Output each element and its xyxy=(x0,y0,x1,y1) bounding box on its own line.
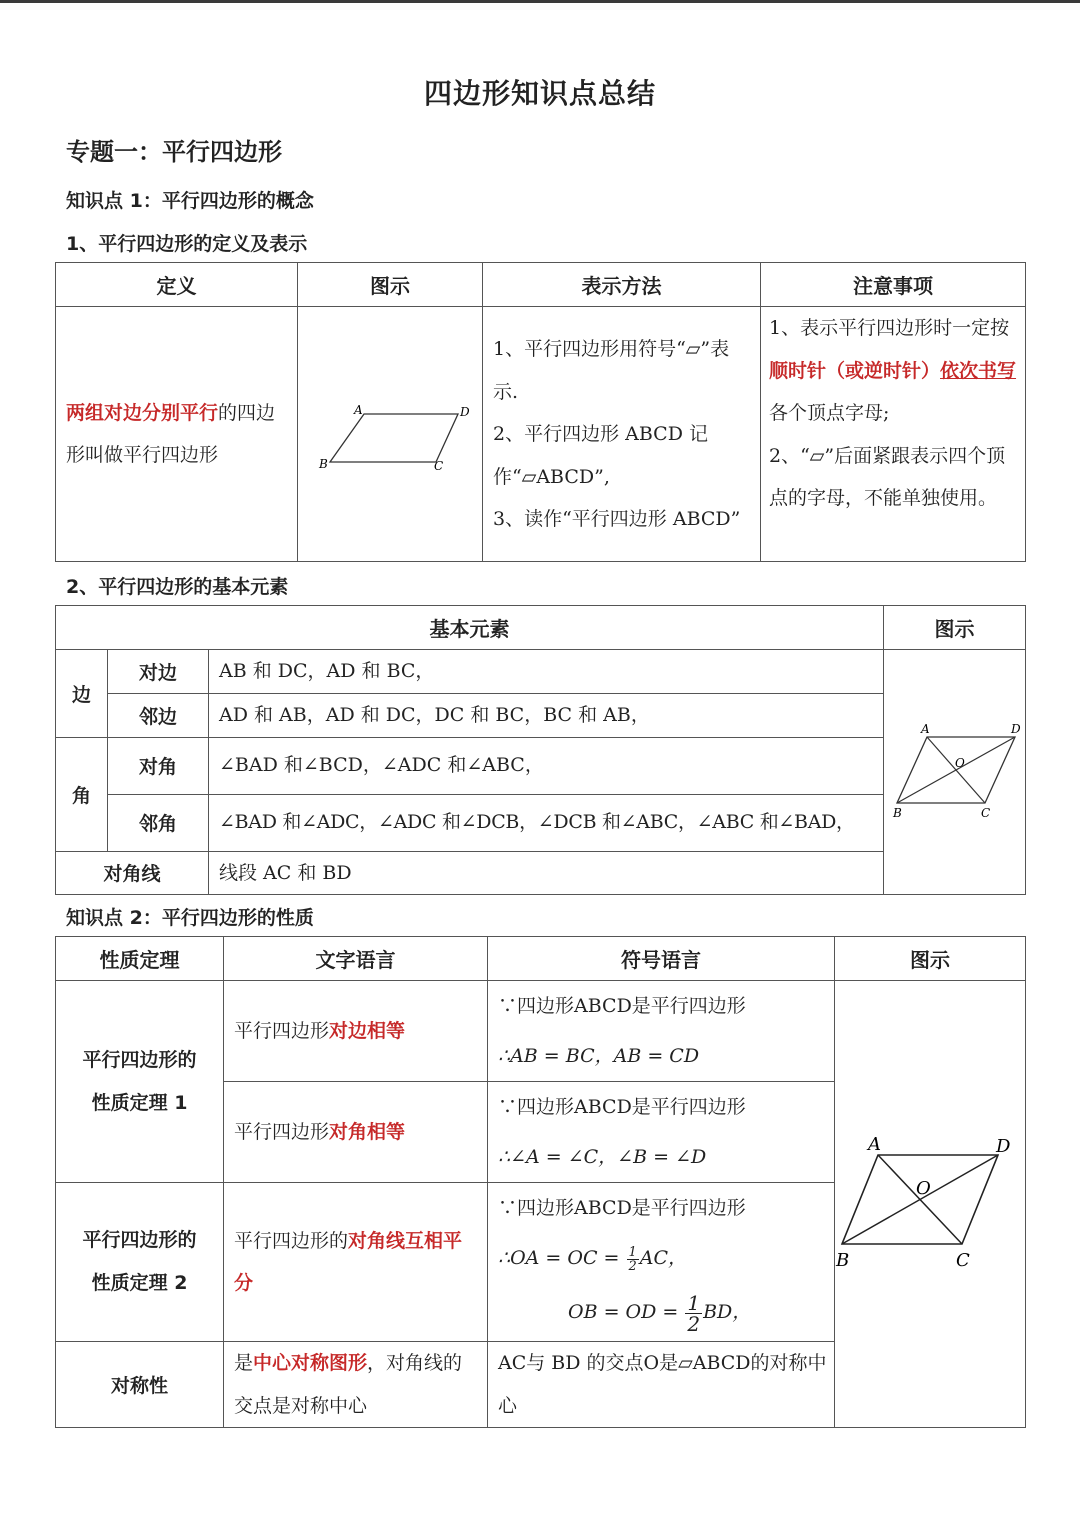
property-1-symbols xyxy=(488,981,835,1082)
theorem-2-line-1: 平行四边形的 xyxy=(82,1229,197,1251)
vertex-label-d-3: D xyxy=(995,1136,1010,1157)
figure-cell-2 xyxy=(884,650,1026,895)
property-3-conclusion-a-start: ∴OA = OC = xyxy=(498,1247,620,1269)
note-1-highlight-2: 依次书写 xyxy=(940,359,1017,382)
definition-highlight: 两组对边分别平行 xyxy=(66,401,219,424)
row-label-opposite-sides: 对边 xyxy=(108,650,209,694)
vertex-label-b-2: B xyxy=(892,806,902,820)
theorem-1-label xyxy=(56,981,224,1183)
fraction-half-small xyxy=(627,1246,639,1273)
page-title: 四边形知识点总结 xyxy=(423,77,656,110)
header-text-language: 文字语言 xyxy=(224,937,488,981)
property-1-highlight: 对边相等 xyxy=(329,1019,406,1042)
notation-line-2: 2、平行四边形 ABCD 记作“▱ABCD”, xyxy=(493,423,708,488)
header-figure: 图示 xyxy=(298,263,483,307)
theorem-2-label xyxy=(56,1183,224,1342)
notation-line-1: 1、平行四边形用符号“▱”表示. xyxy=(493,338,730,403)
theorem-2-line-2: 性质定理 2 xyxy=(91,1272,188,1294)
row-value-opposite-angles: ∠BAD 和∠BCD，∠ADC 和∠ABC， xyxy=(209,737,884,794)
elements-table xyxy=(55,605,1026,895)
center-label-o-3: O xyxy=(915,1178,931,1199)
group-angle: 角 xyxy=(56,737,108,851)
header-notes: 注意事项 xyxy=(761,263,1026,307)
top-rule xyxy=(0,0,1080,3)
definition-rest: 的四边形叫做平行四边形 xyxy=(66,401,276,466)
definition-cell xyxy=(56,307,298,562)
group-side: 边 xyxy=(56,650,108,738)
parallelogram-shape xyxy=(330,414,458,462)
property-3-text-start: 平行四边形的 xyxy=(234,1229,349,1252)
header-symbol-language: 符号语言 xyxy=(488,937,835,981)
note-1-start: 1、表示平行四边形时一定按 xyxy=(769,317,1010,339)
row-value-opposite-sides: AB 和 DC，AD 和 BC， xyxy=(209,650,884,694)
vertex-label-b: B xyxy=(319,457,328,471)
diagonal-bd-3 xyxy=(842,1155,998,1244)
property-1-conclusion: ∴AB = BC，AB = CD xyxy=(498,1045,700,1067)
notes-cell xyxy=(761,307,1026,562)
property-3-given: ∵四边形ABCD是平行四边形 xyxy=(498,1197,746,1219)
property-3-conclusion-b-start: OB = OD = xyxy=(568,1301,679,1323)
header-elements: 基本元素 xyxy=(56,606,884,650)
header-figure-3: 图示 xyxy=(835,937,1026,981)
property-3-text xyxy=(224,1183,488,1342)
header-definition: 定义 xyxy=(56,263,298,307)
symmetry-label: 对称性 xyxy=(56,1342,224,1428)
property-2-text xyxy=(224,1082,488,1183)
property-1-text-start: 平行四边形 xyxy=(234,1019,330,1042)
diagonal-bd xyxy=(897,737,1015,803)
vertex-label-c-3: C xyxy=(955,1250,970,1271)
symmetry-text xyxy=(224,1342,488,1428)
vertex-label-c: C xyxy=(434,459,444,473)
property-3-symbols xyxy=(488,1183,835,1342)
topic-heading: 专题一：平行四边形 xyxy=(66,138,282,166)
property-3-conclusion-a xyxy=(488,1233,834,1283)
row-label-adjacent-angles: 邻角 xyxy=(108,794,209,851)
vertex-label-a-3: A xyxy=(867,1134,881,1155)
row-value-adjacent-angles: ∠BAD 和∠ADC，∠ADC 和∠DCB，∠DCB 和∠ABC，∠ABC 和∠BAD， xyxy=(209,794,884,851)
point2-heading: 知识点 2：平行四边形的性质 xyxy=(66,907,314,929)
row-label-diagonals: 对角线 xyxy=(56,851,209,895)
property-2-conclusion: ∴∠A = ∠C，∠B = ∠D xyxy=(498,1146,707,1168)
fraction-numerator-small: 1 xyxy=(628,1244,637,1260)
vertex-label-c-2: C xyxy=(980,806,990,820)
note-1-end: 各个顶点字母; xyxy=(769,402,890,424)
fraction-half-large xyxy=(685,1290,702,1336)
property-2-highlight: 对角相等 xyxy=(329,1120,406,1143)
property-2-given: ∵四边形ABCD是平行四边形 xyxy=(498,1096,746,1118)
definition-table xyxy=(55,262,1026,562)
theorem-1-line-1: 平行四边形的 xyxy=(82,1048,197,1071)
vertex-label-a: A xyxy=(354,403,363,417)
vertex-label-d: D xyxy=(460,405,470,419)
fraction-denominator-small: 2 xyxy=(628,1258,637,1274)
figure-cell-3 xyxy=(835,981,1026,1428)
vertex-label-b-3: B xyxy=(835,1250,849,1271)
property-1-text xyxy=(224,981,488,1082)
symmetry-highlight: 中心对称图形 xyxy=(253,1352,368,1374)
point1-heading: 知识点 1：平行四边形的概念 xyxy=(66,190,314,212)
property-3-conclusion-b xyxy=(488,1283,834,1341)
properties-table xyxy=(55,936,1026,1428)
vertex-label-d-2: D xyxy=(1010,722,1021,736)
notation-line-3: 3、读作“平行四边形 ABCD” xyxy=(493,508,741,530)
row-label-adjacent-sides: 邻边 xyxy=(108,693,209,737)
header-notation: 表示方法 xyxy=(483,263,761,307)
property-1-given: ∵四边形ABCD是平行四边形 xyxy=(498,995,746,1017)
symmetry-text-start: 是 xyxy=(234,1352,254,1374)
row-label-opposite-angles: 对角 xyxy=(108,737,209,794)
property-3-conclusion-b-end: BD， xyxy=(703,1301,752,1323)
fraction-numerator-large: 1 xyxy=(687,1290,701,1315)
property-3-conclusion-a-end: AC， xyxy=(639,1247,688,1269)
center-label-o-2: O xyxy=(954,756,965,770)
row-value-adjacent-sides: AD 和 AB，AD 和 DC，DC 和 BC，BC 和 AB， xyxy=(209,693,884,737)
figure-cell-1 xyxy=(298,307,483,562)
notation-cell xyxy=(483,307,761,562)
sub1-heading: 1、平行四边形的定义及表示 xyxy=(66,233,308,255)
parallelogram-diagonals-figure xyxy=(885,717,1025,827)
property-3-highlight: 对角线互相平分 xyxy=(234,1229,463,1294)
property-2-text-start: 平行四边形 xyxy=(234,1120,330,1143)
parallelogram-figure xyxy=(310,394,470,474)
note-1-highlight-1: 顺时针（或逆时针） xyxy=(769,359,941,382)
header-theorem: 性质定理 xyxy=(56,937,224,981)
symmetry-symbols: AC与 BD 的交点O是▱ABCD的对称中心 xyxy=(488,1342,835,1428)
theorem-1-line-2: 性质定理 1 xyxy=(91,1091,188,1114)
row-value-diagonals: 线段 AC 和 BD xyxy=(209,851,884,895)
parallelogram-diagonals-figure-3 xyxy=(835,1134,1023,1274)
note-2: 2、“▱”后面紧跟表示四个顶点的字母，不能单独使用。 xyxy=(769,444,1006,509)
symmetry-text-end: ，对角线的交点是对称中心 xyxy=(234,1352,463,1417)
vertex-label-a-2: A xyxy=(920,722,930,736)
property-2-symbols xyxy=(488,1082,835,1183)
sub2-heading: 2、平行四边形的基本元素 xyxy=(66,576,289,598)
fraction-denominator-large: 2 xyxy=(687,1311,701,1336)
header-figure-2: 图示 xyxy=(884,606,1026,650)
